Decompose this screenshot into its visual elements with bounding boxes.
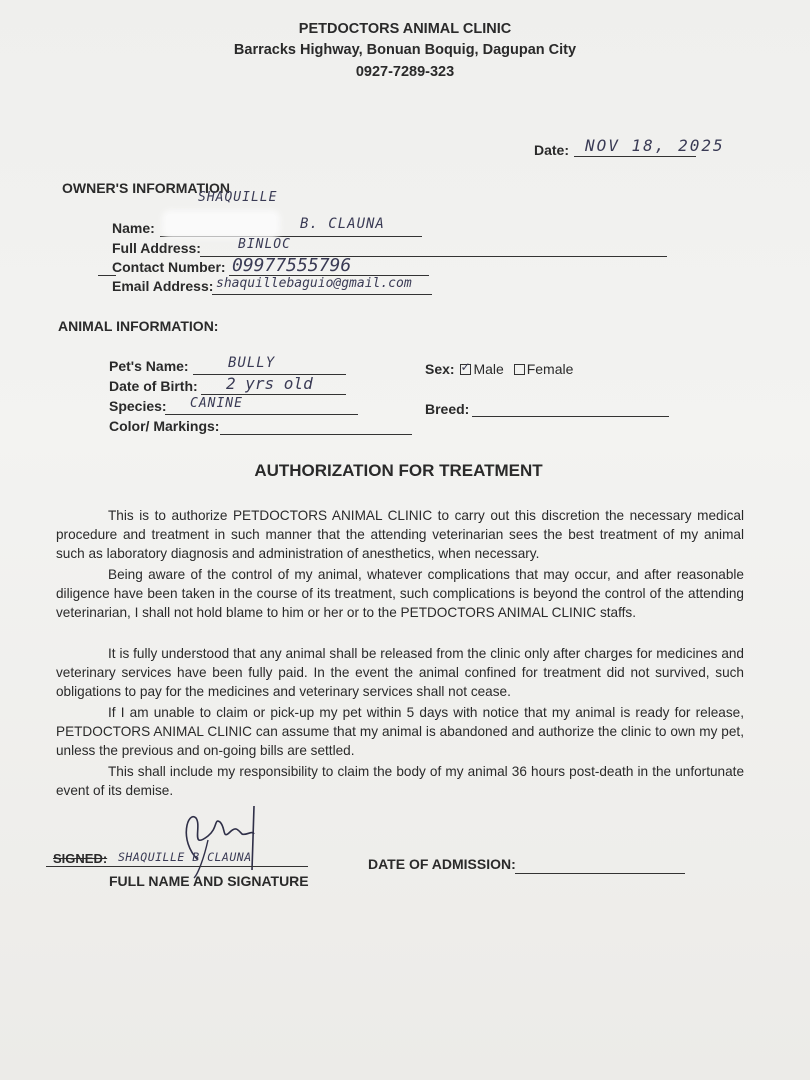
date-value: NOV 18, 2025 xyxy=(585,136,725,155)
signature-caption: FULL NAME AND SIGNATURE xyxy=(109,873,309,889)
check-mark-icon: ✓ xyxy=(460,360,471,374)
paragraph-3: It is fully understood that any animal shall be released from the clinic only after charges for medicines and veterinary services have been fully paid. In the event the animal confined for treatment did not survived, such obligations to pay for the medicines and veterinary services shall not cease. xyxy=(56,646,744,699)
dob-label: Date of Birth: xyxy=(109,378,198,394)
contact-line-lead xyxy=(98,275,116,276)
sex-female-checkbox[interactable] xyxy=(514,364,525,375)
admission-line xyxy=(515,873,685,874)
dob-value: 2 yrs old xyxy=(226,374,313,393)
pet-name-value: BULLY xyxy=(228,355,276,371)
contact-label: Contact Number: xyxy=(112,259,226,275)
species-value: CANINE xyxy=(190,396,243,411)
paragraph-5: This shall include my responsibility to claim the body of my animal 36 hours post-death in the unfortunate event of its demise. xyxy=(56,764,744,798)
species-line xyxy=(165,414,358,415)
signed-label: SIGNED: xyxy=(53,851,108,866)
dob-line xyxy=(201,394,346,395)
color-line xyxy=(220,434,412,435)
breed-line xyxy=(472,416,669,417)
signature-line xyxy=(46,866,308,867)
paragraph-4: If I am unable to claim or pick-up my pet within 5 days with notice that my animal is ready for release, PETDOCTORS ANIMAL CLINIC can assume that my animal is abandoned and authorize the clinic to own my pet, unless the previous and on-going bills are settled. xyxy=(56,705,744,758)
animal-section-title: ANIMAL INFORMATION: xyxy=(58,318,219,334)
species-label: Species: xyxy=(109,398,167,414)
email-line xyxy=(212,294,432,295)
name-value: B. CLAUNA xyxy=(300,216,385,232)
address-label: Full Address: xyxy=(112,240,201,256)
contact-value: 09977555796 xyxy=(232,255,352,276)
name-label: Name: xyxy=(112,220,155,236)
sex-female-label: Female xyxy=(526,361,574,377)
paragraph-2: Being aware of the control of my animal, whatever complications that may occur, and after reasonable diligence have been taken in the course of its treatment, such complications is beyond the control of the attending veterinarian, I shall not hold blame to him or her or to the PETDOCTORS ANIMAL CLINIC staffs. xyxy=(56,567,744,620)
email-value: shaquillebaguio@gmail.com xyxy=(216,276,412,291)
sex-male-label: Male xyxy=(473,361,504,377)
paragraph-1: This is to authorize PETDOCTORS ANIMAL CLINIC to carry out this discretion the necessary medical procedure and treatment in such manner that the attending veterinarian sees the best treatment of my animal such as laboratory diagnosis and administration of anesthetics, when necessary. xyxy=(56,508,744,561)
date-label: Date: xyxy=(534,142,570,158)
address-value: BINLOC xyxy=(238,237,291,252)
color-label: Color/ Markings: xyxy=(109,418,220,434)
sex-male-checkbox[interactable] xyxy=(460,360,471,375)
name-line xyxy=(160,236,422,237)
redacted-surname xyxy=(166,214,276,234)
breed-label: Breed: xyxy=(425,401,470,417)
clinic-name: PETDOCTORS ANIMAL CLINIC xyxy=(298,21,512,37)
clinic-phone: 0927-7289-323 xyxy=(355,64,455,80)
date-line xyxy=(574,156,696,157)
authorization-title: AUTHORIZATION FOR TREATMENT xyxy=(254,461,543,480)
clinic-address: Barracks Highway, Bonuan Boquig, Dagupan City xyxy=(233,42,577,58)
handwritten-signature xyxy=(168,800,278,880)
email-label: Email Address: xyxy=(112,278,214,294)
signed-value: SHAQUILLE B CLAUNA xyxy=(118,850,252,864)
sex-label: Sex: xyxy=(425,361,455,377)
owner-section-title: OWNER'S INFORMATION xyxy=(62,180,230,196)
sex-field xyxy=(425,361,573,377)
owner-first-name: SHAQUILLE xyxy=(198,190,278,205)
admission-label: DATE OF ADMISSION: xyxy=(368,856,516,872)
pet-name-label: Pet's Name: xyxy=(109,358,189,374)
